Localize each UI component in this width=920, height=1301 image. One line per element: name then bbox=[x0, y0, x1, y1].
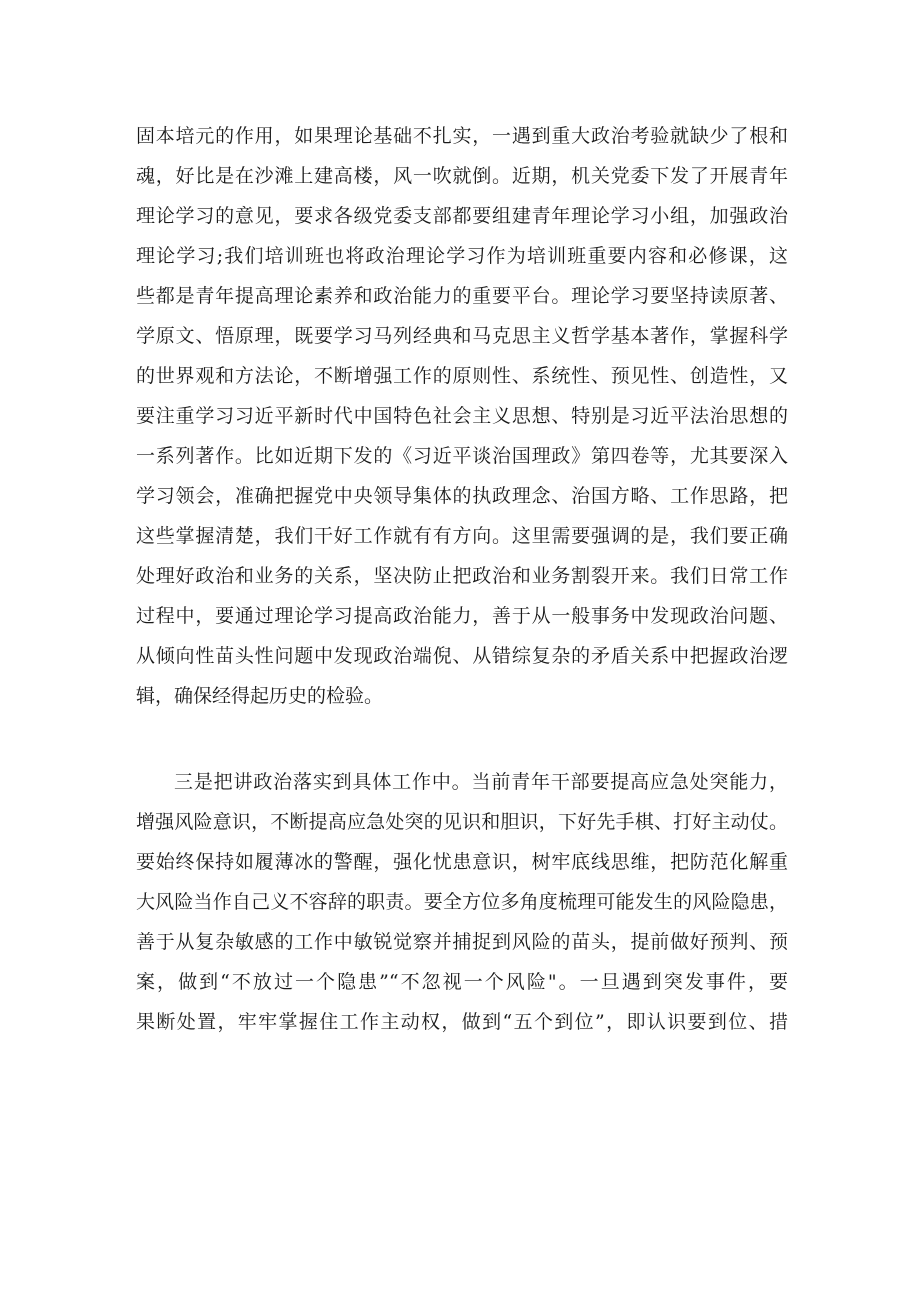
text-line: 这些掌握清楚，我们干好工作就有有方向。这里需要强调的是，我们要正确 bbox=[136, 525, 788, 547]
text-line: 的世界观和方法论，不断增强工作的原则性、系统性、预见性、创造性，又 bbox=[136, 365, 788, 387]
text-line: 三是把讲政治落实到具体工作中。当前青年干部要提高应急处突能力， bbox=[174, 771, 788, 793]
text-line: 从倾向性苗头性问题中发现政治端倪、从错综复杂的矛盾关系中把握政治逻 bbox=[136, 645, 788, 667]
text-line: 一系列著作。比如近期下发的《习近平谈治国理政》第四卷等，尤其要深入 bbox=[136, 445, 788, 467]
text-line: 大风险当作自己义不容辞的职责。要全方位多角度梳理可能发生的风险隐患， bbox=[136, 891, 788, 913]
text-line: 要注重学习习近平新时代中国特色社会主义思想、特别是习近平法治思想的 bbox=[136, 405, 788, 427]
text-line: 魂，好比是在沙滩上建高楼，风一吹就倒。近期，机关党委下发了开展青年 bbox=[136, 165, 788, 187]
text-line: 学原文、悟原理，既要学习马列经典和马克思主义哲学基本著作，掌握科学 bbox=[136, 325, 788, 347]
text-line: 增强风险意识，不断提高应急处突的见识和胆识，下好先手棋、打好主动仗。 bbox=[136, 811, 788, 833]
text-line: 学习领会，准确把握党中央领导集体的执政理念、治国方略、工作思路，把 bbox=[136, 485, 788, 507]
text-line: 处理好政治和业务的关系，坚决防止把政治和业务割裂开来。我们日常工作 bbox=[136, 565, 788, 587]
text-line: 些都是青年提高理论素养和政治能力的重要平台。理论学习要坚持读原著、 bbox=[136, 285, 788, 307]
text-line: 要始终保持如履薄冰的警醒，强化忧患意识，树牢底线思维，把防范化解重 bbox=[136, 851, 788, 873]
text-line: 善于从复杂敏感的工作中敏锐觉察并捕捉到风险的苗头，提前做好预判、预 bbox=[136, 931, 788, 953]
text-line: 过程中，要通过理论学习提高政治能力，善于从一般事务中发现政治问题、 bbox=[136, 605, 788, 627]
text-line: 理论学习的意见，要求各级党委支部都要组建青年理论学习小组，加强政治 bbox=[136, 205, 788, 227]
text-line: 辑，确保经得起历史的检验。 bbox=[136, 685, 384, 707]
text-line: 理论学习;我们培训班也将政治理论学习作为培训班重要内容和必修课，这 bbox=[136, 245, 788, 267]
text-line: 案，做到“不放过一个隐患”“不忽视一个风险"。一旦遇到突发事件，要 bbox=[136, 971, 788, 993]
text-line: 果断处置，牢牢掌握住工作主动权，做到“五个到位”，即认识要到位、措 bbox=[136, 1011, 788, 1033]
text-line: 固本培元的作用，如果理论基础不扎实，一遇到重大政治考验就缺少了根和 bbox=[136, 125, 788, 147]
